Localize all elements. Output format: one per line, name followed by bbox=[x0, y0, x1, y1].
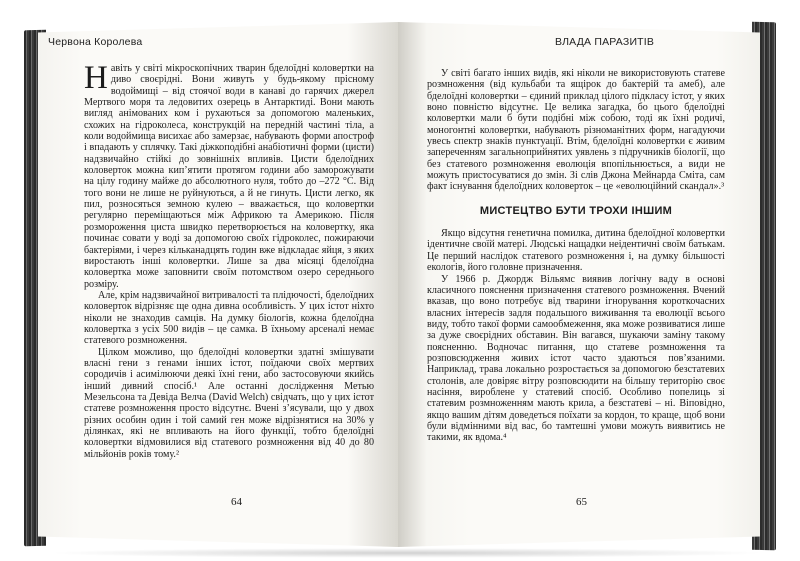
right-page-number: 65 bbox=[576, 496, 587, 508]
section-title: МИСТЕЦТВО БУТИ ТРОХИ ІНШИМ bbox=[479, 204, 673, 217]
book-shadow bbox=[46, 548, 766, 558]
left-page-number: 64 bbox=[231, 496, 242, 508]
paragraph-text: авіть у світі мікроскопічних тварин бделоїдні коловертки на диво своєрідні. Вони живуть у будь-якому прісному водоймищі – від стоячої води в канаві до гарячих джерел Мертвого моря та ледовитих озерець в Антарктиді. Вони мають вигляд анімованих ком і рухаються за допомогою маленьких, схожих на гідроколеса, конструкцій на передній частині тіла, а коли водоймища висихає або замерзає, набувають форми апостроф і впадають у сплячку. Такі діжкоподібні анабіотичні форми (цисти) надзвичайно стійкі до зовнішніх впливів. Цисти бделоїдних коловерток можна кип’ятити протягом години або заморожувати на цілу годину майже до абсолютного нуля, тобто до –272 °С. Від того вони не лише не руйнуються, а й не гинуть. Цисти легко, як пил, розносяться земною кулею – вважається, що коловертки регулярно переміщаються між Африкою та Америкою. Після розмороження циста швидко перетворюється на коловертку, яка починає совати у воді за допомогою своїх гідроколес, пожираючи бактеріями, і через кільканадцять годин вже відкладає яйця, з яких виростають інші коловертки. Лише за два місяці бделоїдна коловертка може заповнити своїм потомством озеро середнього розміру. bbox=[84, 63, 374, 290]
paragraph: У 1966 р. Джордж Вільямс виявив логічну ваду в основі класичного пояснення призначення статевого розмноження. Вчений вказав, що воно потребує від тварини ігнорування короткочасних власних інтересів задля подальшого виживання та еволюції всього виду, тобто такої форми самообмеження, яка може розвиватися лише за дуже своєрідних обставин. Він вагався, шукаючи заміну такому поясненню. Водночас питання, що статеве розмноження та розповсюдження живих істот часто здаються пов’язаними. Наприклад, трава локально розростається за допомогою безстатевих столонів, але довіряє вітру розповсюдити на більшу територію своє насіння, вироблене у статевий спосіб. Особливо попелиць зі статевим розмноженням мають крила, а безстатеві – ні. Віповідно, якщо вашим дітям доведеться поїхати за кордон, то краще, щоб вони були відмінними від вас, бо тамтешні умови можуть виявитись не такими, як вдома.⁴ bbox=[427, 273, 725, 444]
paragraph: Але, крім надзвичайної витривалості та плідючості, бделоїдних коловерток відрізняє ще одна дивна особливість. У цих істот ніхто ніколи не знаходив самців. На думку біологів, кожна бделоїдна коловертка з усіх 500 видів – це самка. В їхньому арсеналі немає статевого розмноження. bbox=[84, 289, 374, 347]
right-page-text bbox=[427, 68, 725, 444]
left-running-header: Червона Королева bbox=[48, 36, 143, 48]
paragraph: Якщо відсутня генетична помилка, дитина бделоїдної коловертки ідентичне своїй матері. Людські нащадки неідентичні своїм батькам. Це перший наслідок статевого розмноження і, на думку більшості екологів, його головне призначення. bbox=[427, 228, 725, 274]
left-page-text bbox=[84, 60, 374, 460]
right-running-header: ВЛАДА ПАРАЗИТІВ bbox=[555, 36, 655, 48]
paragraph: Цілком можливо, що бделоїдні коловертки здатні змішувати власні гени з генами інших істот, поїдаючи своїх мертвих сородичів і асимілюючи деякі їхні гени, або застосовуючи якийсь інший дивний спосіб.¹ Але останні дослідження Метью Мезельсона та Девіда Велча (David Welch) свідчать, що у цих істот статеве розмноження просто відсутнє. Вчені з’ясували, що у двох різних особин один і той самий ген може відрізнятися на 30% у ділянках, які не впливають на його функції, тобто бделоїдні коловертки відмовилися від статевого розмноження від 40 до 80 мільйонів років тому.² bbox=[84, 346, 374, 460]
paragraph: У світі багато інших видів, які ніколи не використовують статеве розмноження (від кульбаби та ящірок до бактерій та амеб), але бделоїдні коловертки – єдиний приклад цілого підкласу істот, у яких воно повністю відсутнє. Це велика загадка, бо цього бделоїдні коловертки мали б бути подібні між собою, тоді як їхні родичі, моногонтні коловертки, набувають різноманітних форм, нагадуючи увесь спектр знаків пунктуації. Втім, бделоїдні коловертки є живим запереченням загальноприйнятих уявлень з підручників біології, що без статевого розмноження еволюція впопільнюється, а види не можуть пристосуватися до змін. Зі слів Джона Мейнарда Сміта, сам факт існування бделоїдних коловерток – це «еволюційний скандал».³ bbox=[427, 68, 725, 193]
paragraph bbox=[84, 60, 374, 290]
drop-cap: Н bbox=[84, 60, 108, 96]
